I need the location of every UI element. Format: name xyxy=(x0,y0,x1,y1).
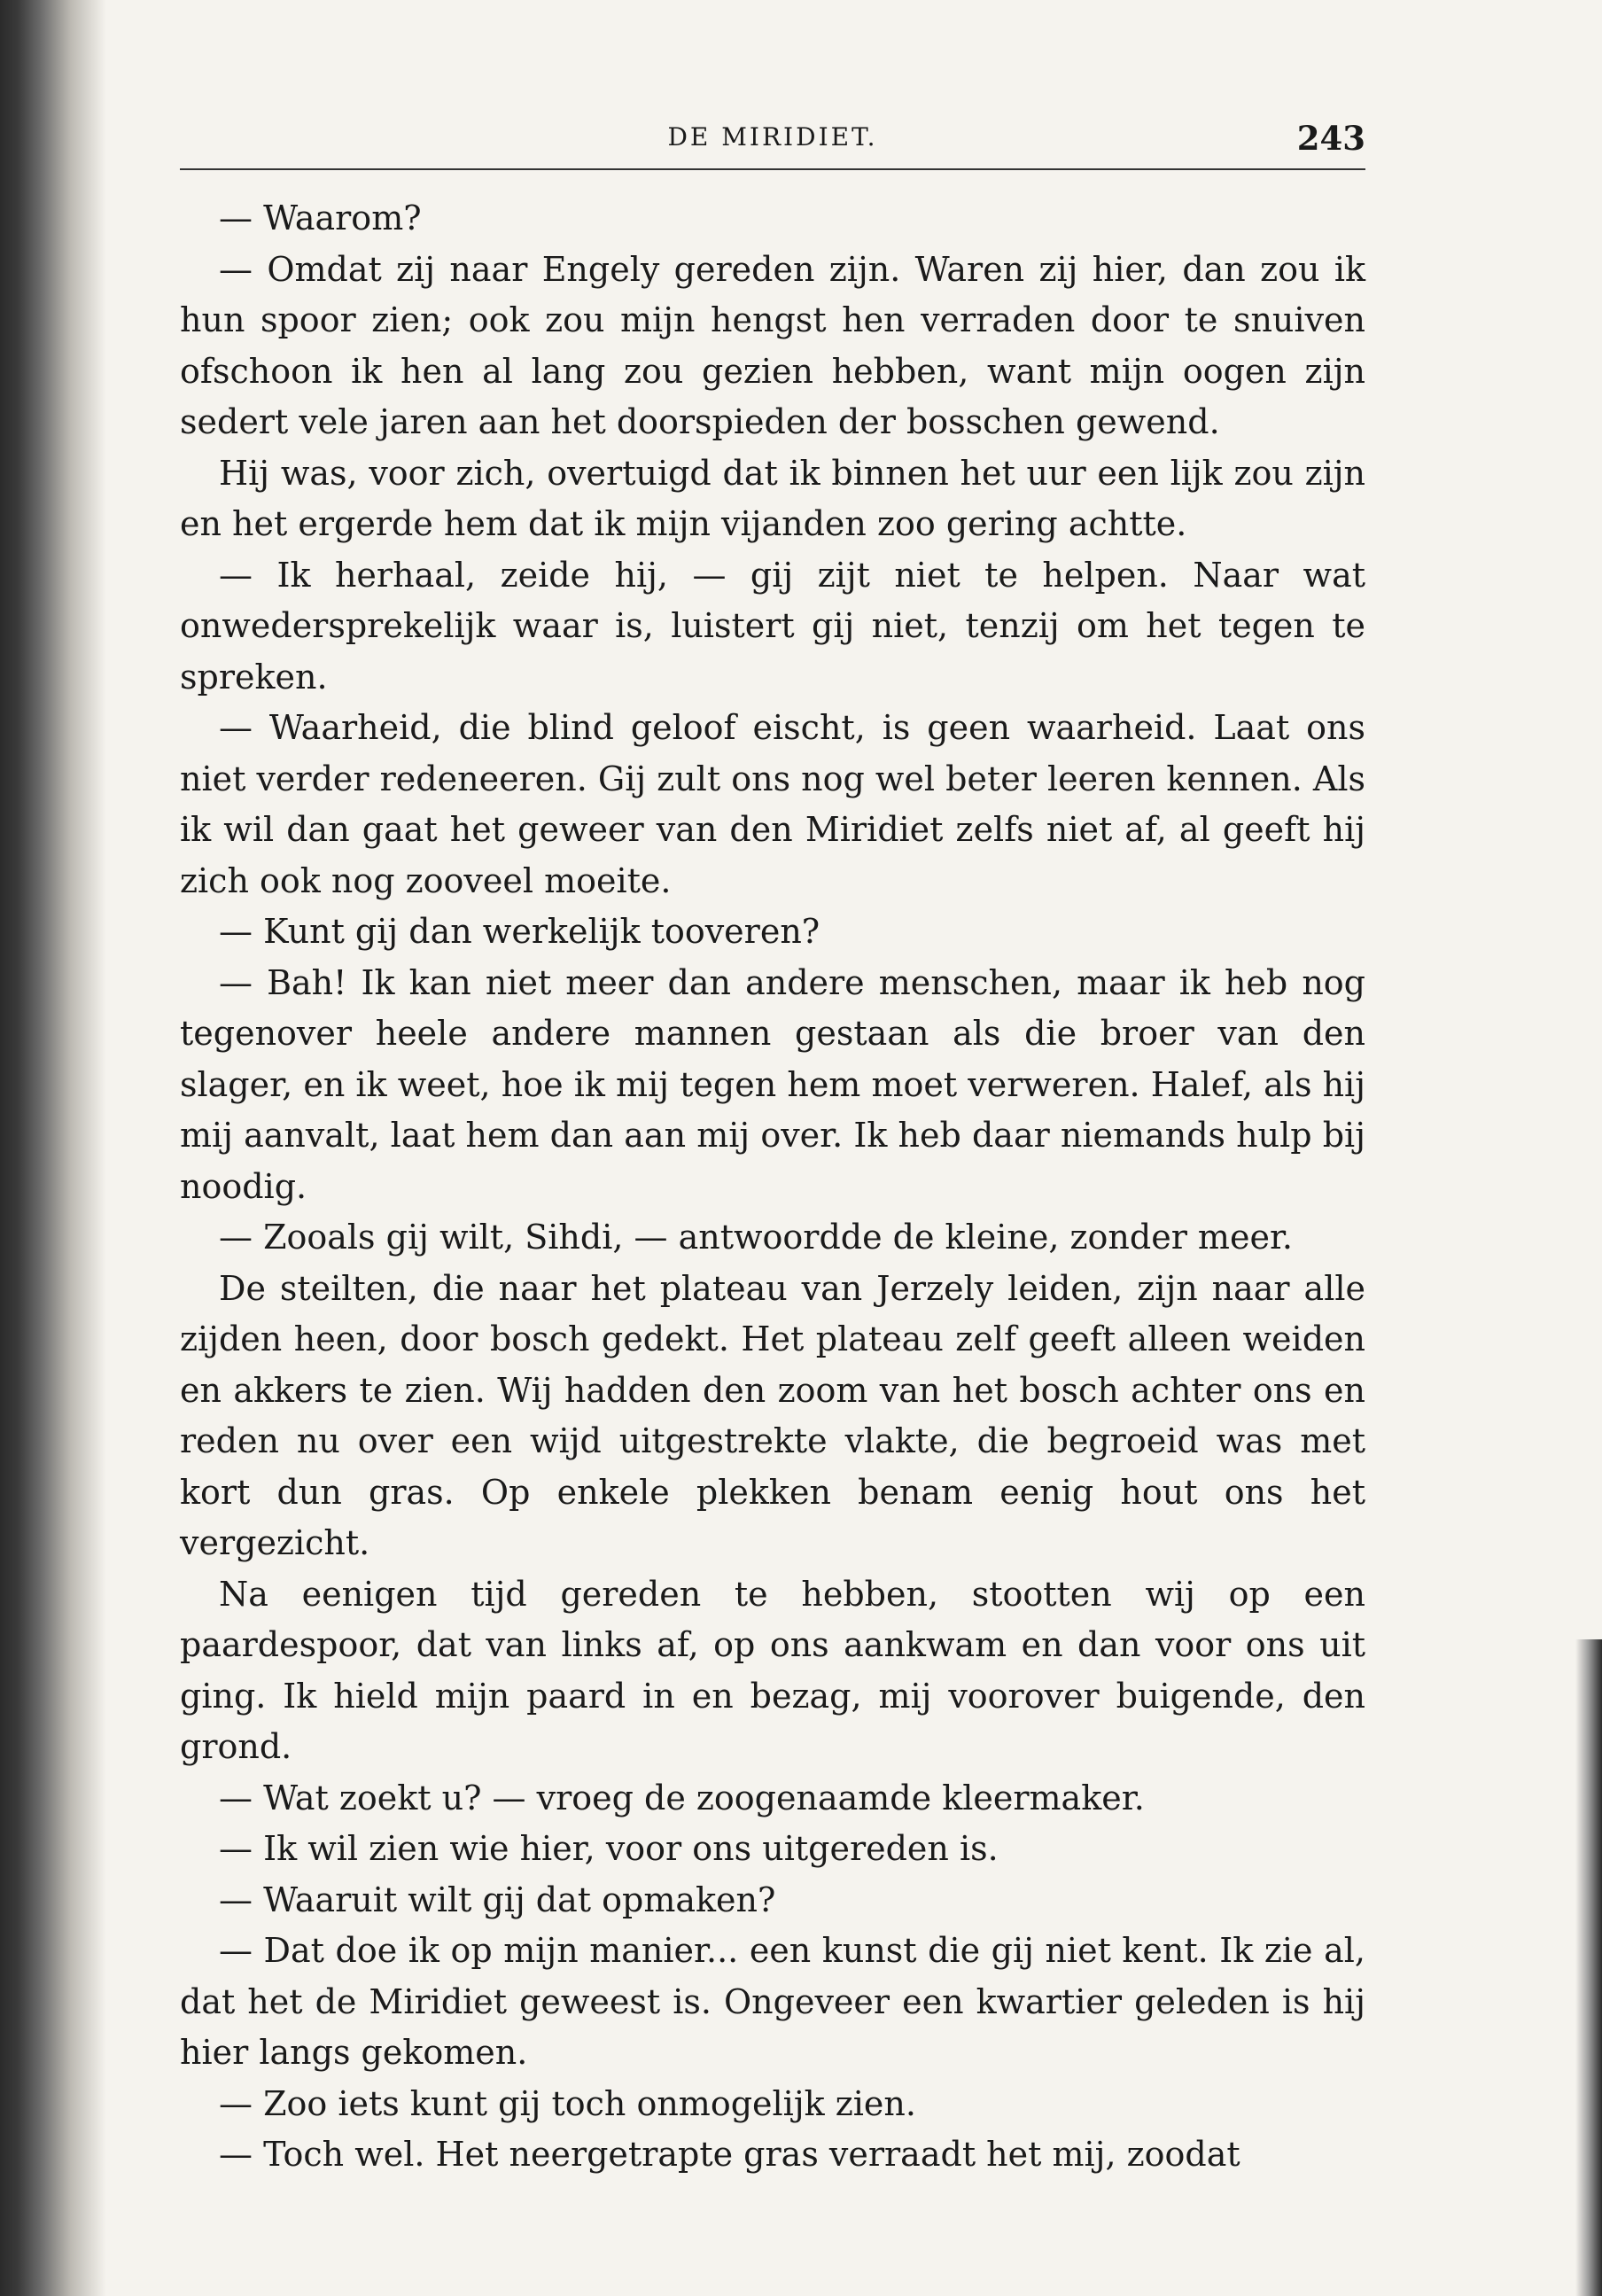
paragraph: — Kunt gij dan werkelijk tooveren? xyxy=(219,912,820,951)
paragraph: — Ik herhaal, zeide hij, — gij zijt niet te helpen. Naar wat onwedersprekelijk waar is, luistert gij niet, tenzij om het tegen te spreken. xyxy=(180,555,1365,697)
paragraph: — Waaruit wilt gij dat opmaken? xyxy=(219,1880,776,1919)
paragraph: — Bah! Ik kan niet meer dan andere menschen, maar ik heb nog tegenover heele andere mannen gestaan als die broer van den slager, en ik weet, hoe ik mij tegen hem moet verweren. Halef, als hij mij aanvalt, laat hem dan aan mij over. Ik heb daar niemands hulp bij noodig. xyxy=(180,962,1365,1206)
book-page xyxy=(180,115,1365,2181)
paragraph: — Dat doe ik op mijn manier... een kunst die gij niet kent. Ik zie al, dat het de Miridiet geweest is. Ongeveer een kwartier geleden is hij hier langs gekomen. xyxy=(180,1931,1365,2072)
running-header xyxy=(180,115,1365,170)
paragraph: — Waarheid, die blind geloof eischt, is geen waarheid. Laat ons niet verder redeneeren. Gij zult ons nog wel beter leeren kennen. Als ik wil dan gaat het geweer van den Miridiet zelfs niet af, al geeft hij zich ook nog zooveel moeite. xyxy=(180,708,1365,900)
paragraph: — Waarom? xyxy=(219,198,422,237)
paragraph: — Zoo iets kunt gij toch onmogelijk zien. xyxy=(219,2083,916,2123)
body-text xyxy=(180,193,1365,2181)
paragraph: — Ik wil zien wie hier, voor ons uitgereden is. xyxy=(219,1829,999,1868)
running-title: DE MIRIDIET. xyxy=(667,122,878,152)
paragraph: Na eenigen tijd gereden te hebben, stootten wij op een paardespoor, dat van links af, op ons aankwam en dan voor ons uit ging. Ik hield mijn paard in en bezag, mij voorover buigende, den grond. xyxy=(180,1574,1365,1766)
paragraph: — Toch wel. Het neergetrapte gras verraadt het mij, zoodat xyxy=(219,2135,1240,2174)
page-edge-shadow xyxy=(1575,1639,1602,2296)
paragraph: — Omdat zij naar Engely gereden zijn. Waren zij hier, dan zou ik hun spoor zien; ook zou mijn hengst hen verraden door te snuiven ofschoon ik hen al lang zou gezien hebben, want mijn oogen zijn sedert vele jaren aan het doorspieden der bosschen gewend. xyxy=(180,249,1365,441)
paragraph: — Zooals gij wilt, Sihdi, — antwoordde de kleine, zonder meer. xyxy=(219,1218,1294,1257)
paragraph: De steilten, die naar het plateau van Jerzely leiden, zijn naar alle zijden heen, door bosch gedekt. Het plateau zelf geeft alleen weiden en akkers te zien. Wij hadden den zoom van het bosch achter ons en reden nu over een wijd uitgestrekte vlakte, die begroeid was met kort dun gras. Op enkele plekken benam eenig hout ons het vergezicht. xyxy=(180,1268,1365,1562)
page-number: 243 xyxy=(1296,119,1365,158)
book-gutter-shadow xyxy=(0,0,106,2296)
paragraph: — Wat zoekt u? — vroeg de zoogenaamde kleermaker. xyxy=(219,1778,1145,1817)
paragraph: Hij was, voor zich, overtuigd dat ik binnen het uur een lijk zou zijn en het ergerde hem dat ik mijn vijanden zoo gering achtte. xyxy=(180,453,1365,543)
